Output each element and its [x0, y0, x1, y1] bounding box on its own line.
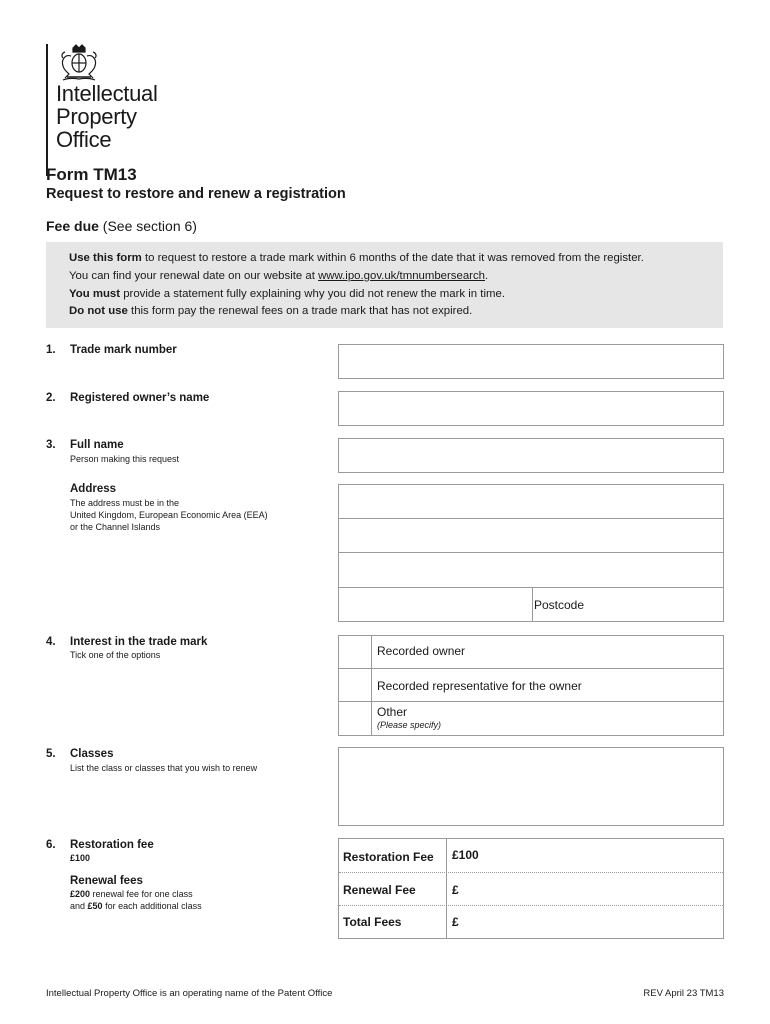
address-help-2: United Kingdom, European Economic Area (EEA)	[70, 510, 268, 520]
section-5-label: Classes	[70, 748, 114, 760]
tm-number-search-link[interactable]: www.ipo.gov.uk/tmnumbersearch	[318, 270, 485, 282]
org-line-2: Property	[56, 104, 137, 129]
notice-line-1-text: to request to restore a trade mark within 6 months of the date that it was removed from the register.	[141, 252, 644, 264]
fees-row-separator	[339, 905, 723, 906]
option-other-note: (Please specify)	[377, 720, 442, 730]
full-name-field[interactable]	[338, 438, 724, 473]
fees-table	[338, 838, 724, 939]
total-fees-value-field[interactable]: £	[452, 915, 459, 929]
restoration-fee-amount: £100	[70, 853, 91, 863]
recorded-representative-checkbox[interactable]	[338, 668, 372, 702]
notice-box	[46, 242, 723, 328]
section-6-label: Restoration fee	[70, 839, 154, 851]
address-help-1: The address must be in the	[70, 498, 180, 508]
recorded-owner-checkbox[interactable]	[338, 635, 372, 669]
fees-table-divider	[446, 839, 447, 938]
notice-line-4-text: this form pay the renewal fees on a trade mark that has not expired.	[127, 305, 473, 317]
address-line-3-field[interactable]	[338, 552, 724, 588]
restoration-fee-value: £100	[452, 848, 479, 862]
renewal-fees-help-1-text: renewal fee for one class	[90, 889, 193, 899]
org-line-3: Office	[56, 127, 112, 152]
section-4-label: Interest in the trade mark	[70, 636, 208, 648]
notice-line-3	[69, 287, 505, 301]
org-line-1: Intellectual	[56, 81, 158, 106]
section-2-label: Registered owner’s name	[70, 392, 210, 404]
renewal-fees-help-2-text: for each additional class	[102, 901, 202, 911]
address-line-4-field[interactable]	[338, 587, 533, 622]
section-3-label: Full name	[70, 439, 124, 451]
notice-line-1	[69, 251, 644, 265]
org-name	[56, 82, 158, 151]
fee-due-note: (See section 6)	[98, 218, 197, 234]
notice-line-2-text: You can find your renewal date on our website at	[69, 270, 319, 282]
logo-divider	[46, 44, 48, 176]
trade-mark-number-field[interactable]	[338, 344, 724, 379]
notice-line-3-bold: You must	[69, 288, 121, 300]
renewal-fees-help-1	[70, 888, 193, 900]
fee-due	[46, 218, 197, 234]
section-6-number: 6.	[46, 839, 56, 851]
form-subtitle: Request to restore and renew a registration	[46, 186, 346, 202]
renewal-fees-help-2	[70, 900, 202, 912]
notice-line-1-bold: Use this form	[69, 252, 142, 264]
renewal-fees-help-2-pre: and	[70, 901, 88, 911]
section-1-number: 1.	[46, 344, 56, 356]
restoration-fee-label: Restoration Fee	[343, 850, 434, 864]
classes-field[interactable]	[338, 747, 724, 826]
fee-due-label: Fee due	[46, 218, 99, 234]
renewal-fees-label: Renewal fees	[70, 875, 143, 887]
address-label: Address	[70, 483, 117, 495]
section-4-number: 4.	[46, 636, 56, 648]
section-5-help: List the class or classes that you wish to renew	[70, 763, 258, 773]
form-title: Form TM13	[46, 165, 137, 184]
option-recorded-representative	[371, 668, 724, 702]
section-3-number: 3.	[46, 439, 56, 451]
section-1-label: Trade mark number	[70, 344, 177, 356]
address-help-3: or the Channel Islands	[70, 522, 161, 532]
crest-icon	[55, 44, 103, 82]
option-other[interactable]	[371, 701, 724, 736]
renewal-fee-value-field[interactable]: £	[452, 883, 459, 897]
section-5-number: 5.	[46, 748, 56, 760]
renewal-fee-label: Renewal Fee	[343, 883, 416, 897]
postcode-field[interactable]	[532, 587, 724, 622]
section-4-help: Tick one of the options	[70, 650, 161, 660]
other-checkbox[interactable]	[338, 701, 372, 736]
address-line-2-field[interactable]	[338, 518, 724, 553]
registered-owner-name-field[interactable]	[338, 391, 724, 426]
footer-revision: REV April 23 TM13	[643, 988, 724, 999]
option-recorded-owner-label: Recorded owner	[377, 644, 466, 658]
section-3-help: Person making this request	[70, 454, 180, 464]
renewal-fee-additional-class: £50	[87, 901, 103, 911]
notice-line-2-end: .	[485, 270, 489, 282]
address-line-1-field[interactable]	[338, 484, 724, 519]
notice-line-4-bold: Do not use	[69, 305, 128, 317]
footer-operating-name: Intellectual Property Office is an operating name of the Patent Office	[46, 988, 333, 999]
option-recorded-representative-label: Recorded representative for the owner	[377, 679, 582, 693]
option-other-label: Other	[377, 705, 408, 719]
option-recorded-owner	[371, 635, 724, 669]
notice-line-3-text: provide a statement fully explaining why you did not renew the mark in time.	[120, 288, 505, 300]
notice-line-4	[69, 304, 472, 318]
section-2-number: 2.	[46, 392, 56, 404]
postcode-label: Postcode	[534, 598, 585, 612]
fees-row-separator	[339, 872, 723, 873]
notice-line-2	[69, 269, 488, 283]
renewal-fee-one-class: £200	[70, 889, 91, 899]
total-fees-label: Total Fees	[343, 915, 402, 929]
